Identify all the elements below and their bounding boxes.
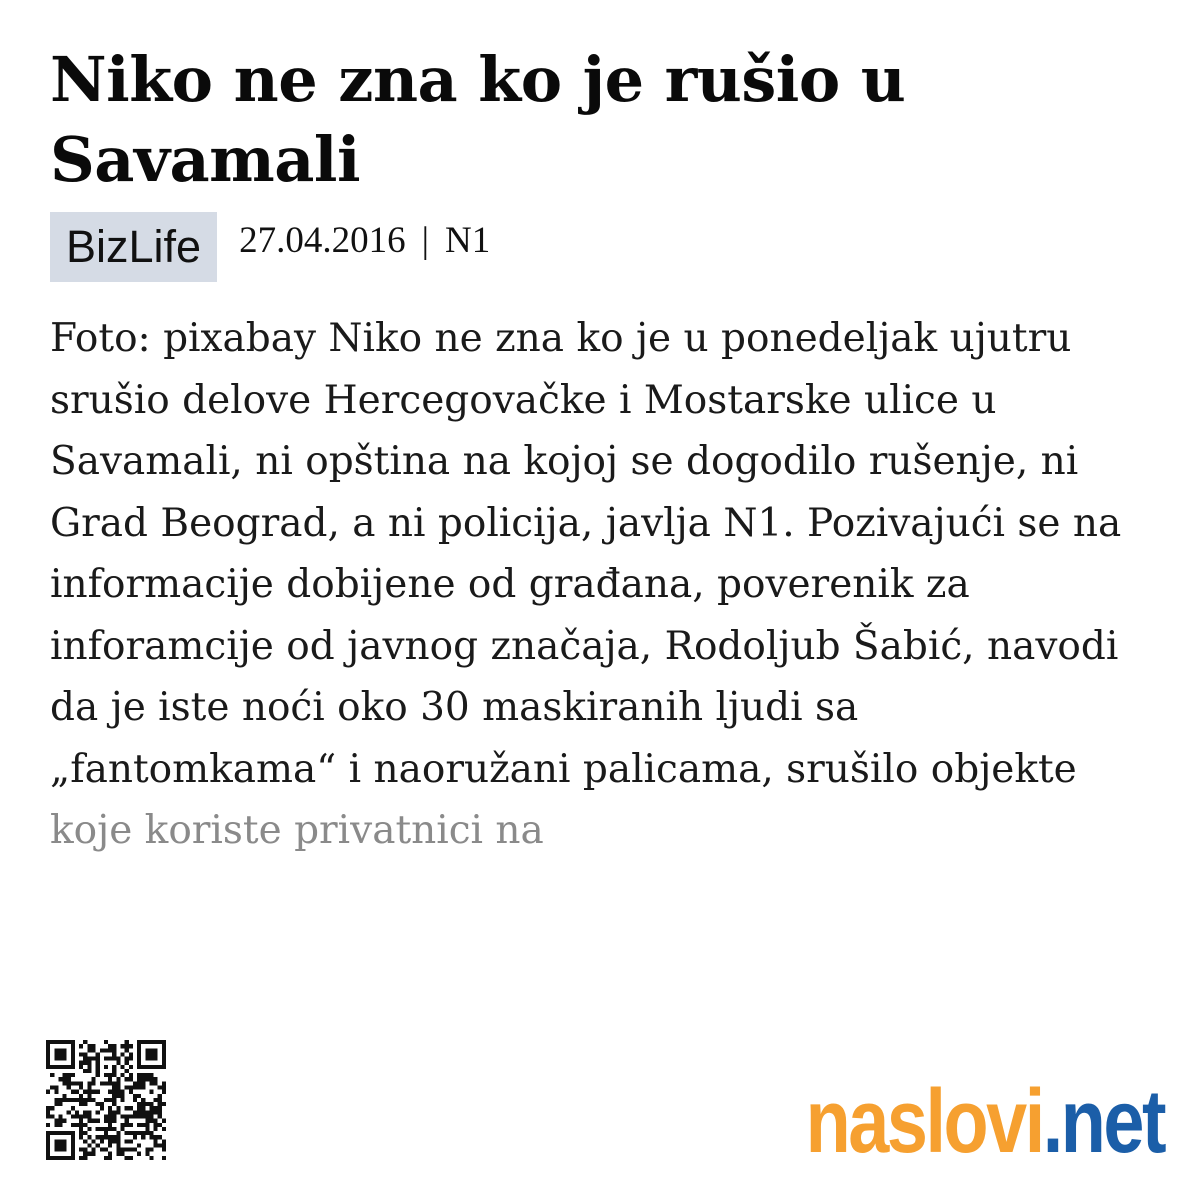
meta-info [239,206,490,276]
article-meta [50,212,490,282]
meta-separator: | [421,220,429,261]
qr-code-icon[interactable] [46,1038,166,1162]
naslovi-logo[interactable] [806,1064,1164,1174]
article-title: Niko ne zna ko je rušio u Savamali [50,43,906,196]
article-body [50,308,1150,862]
article-body-faded: koje koriste privatnici na [50,808,544,853]
logo-tld-text: .net [1042,1072,1164,1172]
article-body-text: Foto: pixabay Niko ne zna ko je u ponedeljak ujutru srušio delove Hercegovačke i Mostarske ulice u Savamali, ni opština na kojoj se dogodilo rušenje, ni Grad Beograd, a ni policija, javlja N1. Pozivajući se na informacije dobijene od građana, poverenik za inforamcije od javnog značaja, Rodoljub Šabić, navodi da je iste noći oko 30 maskiranih ljudi sa „fantomkama“ i naoružani palicama, srušilo objekte [50,316,1122,792]
source-name[interactable]: N1 [445,220,491,261]
publish-date: 27.04.2016 [239,220,406,261]
logo-main-text: naslovi [805,1072,1043,1172]
category-badge[interactable]: BizLife [50,212,217,282]
